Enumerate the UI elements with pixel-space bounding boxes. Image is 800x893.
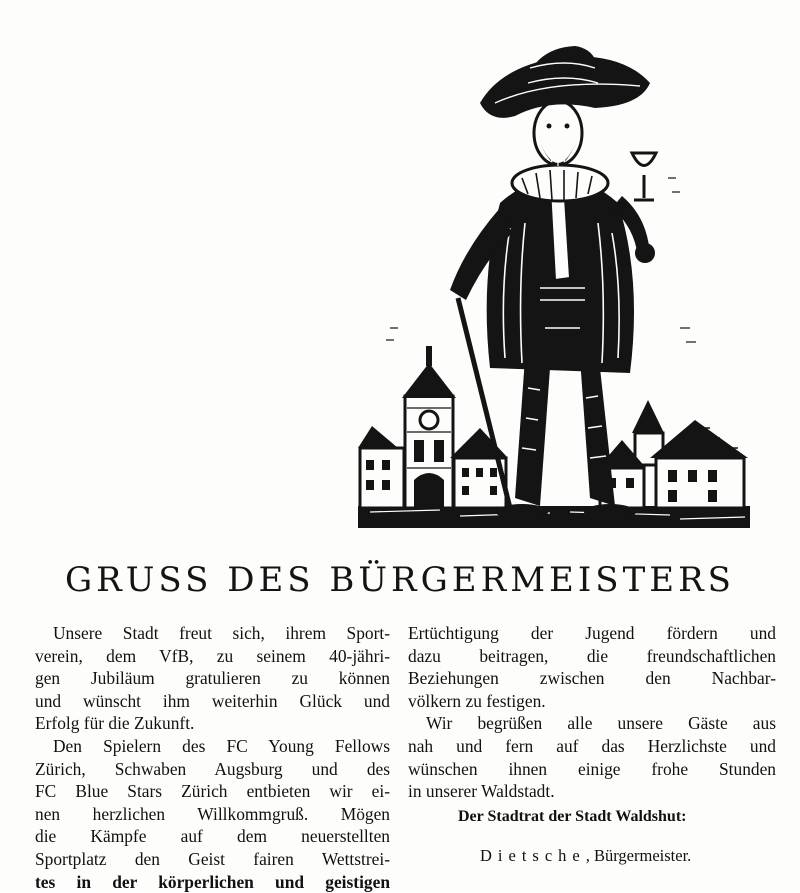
woodcut-illustration [350,28,760,543]
text-line: gen Jubiläum gratulieren zu können [35,668,390,689]
text-line: völkern zu festigen. [408,690,546,711]
page-title: GRUSS DES BÜRGERMEISTERS [65,560,735,600]
text-line: Ertüchtigung der Jugend fördern und [408,623,776,643]
text-column-left [35,622,390,893]
text-line: verein, dem VfB, zu seinem 40-jähri- [35,645,390,666]
text-line: Unsere Stadt freut sich, ihrem Sport- [53,623,390,643]
text-line: die Kämpfe auf dem neuerstellten [35,826,390,847]
signature-separator: , [585,846,594,865]
text-line: in unserer Waldstadt. [408,781,555,802]
text-line: und wünscht ihm weiterhin Glück und [35,690,390,711]
text-line: Wir begrüßen alle unsere Gäste aus [426,713,776,734]
signature-name: Dietsche [480,846,586,865]
text-line: nah und fern auf das Herzlichste und [408,735,776,756]
text-line: FC Blue Stars Zürich entbieten wir ei- [35,781,390,802]
text-line: Zürich, Schwaben Augsburg und des [35,758,390,779]
text-line: Sportplatz den Geist fairen Wettstrei- [35,848,390,869]
signature-role: Bürgermeister. [593,846,692,865]
signature-organization: Der Stadtrat der Stadt Waldshut: [458,808,687,825]
text-line: Erfolg für die Zukunft. [35,713,195,734]
woodcut-figure-with-town [350,28,760,543]
text-line: Beziehungen zwischen den Nachbar- [408,668,776,689]
signature-line [480,846,691,866]
text-line: tes in der körperlichen und geistigen [35,871,390,892]
text-column-right [408,622,776,803]
text-line: dazu beitragen, die freundschaftlichen [408,645,776,666]
text-line: Den Spielern des FC Young Fellows [53,735,390,756]
text-line: nen herzlichen Willkommgruß. Mögen [35,803,390,824]
text-line: wünschen ihnen einige frohe Stunden [408,758,776,779]
